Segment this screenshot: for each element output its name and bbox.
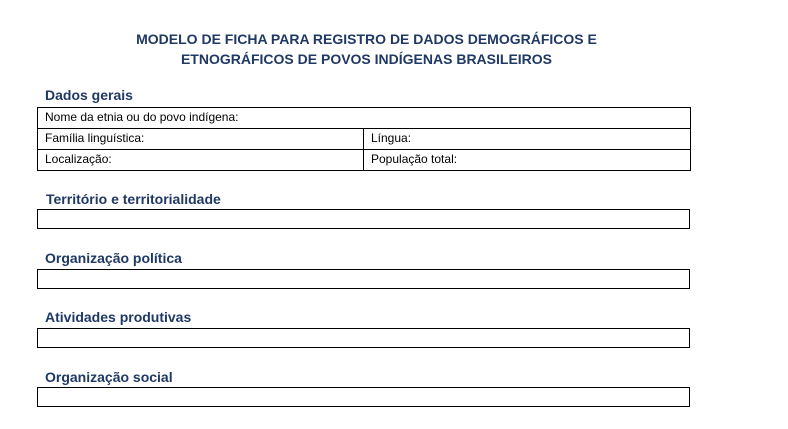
- organizacao-politica-field[interactable]: [37, 269, 690, 289]
- dados-gerais-table: [37, 107, 691, 171]
- table-row: [38, 129, 691, 150]
- etnia-field[interactable]: Nome da etnia ou do povo indígena:: [38, 108, 691, 129]
- territorio-field[interactable]: [37, 209, 690, 229]
- territorio-heading: Território e territorialidade: [46, 191, 221, 207]
- atividades-produtivas-heading: Atividades produtivas: [45, 309, 192, 325]
- dados-gerais-heading: Dados gerais: [45, 87, 133, 103]
- populacao-total-field[interactable]: População total:: [364, 150, 691, 171]
- title-line-2: ETNOGRÁFICOS DE POVOS INDÍGENAS BRASILEIROS: [180, 51, 553, 67]
- lingua-field[interactable]: Língua:: [364, 129, 691, 150]
- table-row: [38, 108, 691, 129]
- table-row: [38, 150, 691, 171]
- organizacao-social-field[interactable]: [37, 387, 690, 407]
- organizacao-politica-heading: Organização política: [45, 250, 182, 266]
- title-line-1: MODELO DE FICHA PARA REGISTRO DE DADOS DEMOGRÁFICOS E: [136, 31, 597, 47]
- page-title: [0, 29, 733, 69]
- localizacao-field[interactable]: Localização:: [38, 150, 364, 171]
- familia-linguistica-field[interactable]: Família linguística:: [38, 129, 364, 150]
- atividades-produtivas-field[interactable]: [37, 328, 690, 348]
- organizacao-social-heading: Organização social: [45, 369, 173, 385]
